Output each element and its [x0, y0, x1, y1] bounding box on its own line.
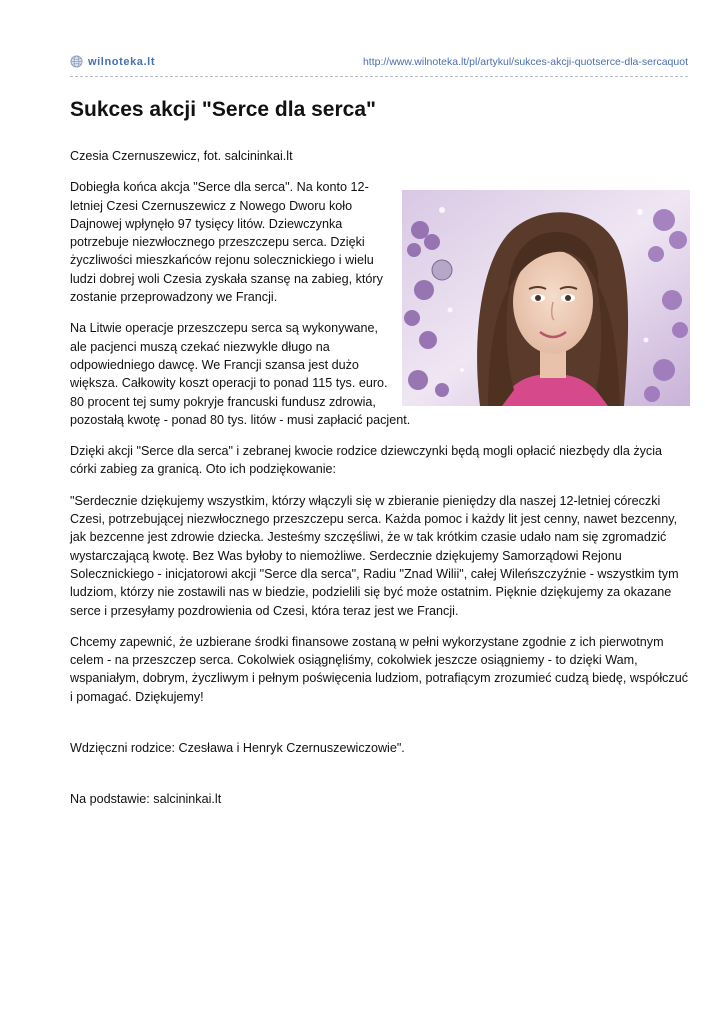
article-body — [70, 147, 690, 822]
site-name: wilnoteka.lt — [88, 55, 156, 68]
source-note: Na podstawie: salcininkai.lt — [70, 792, 222, 807]
globe-icon — [70, 55, 83, 68]
article-photo — [402, 190, 690, 406]
parents-signature: Wdzięczni rodzice: Czesława i Henryk Czernuszewiczowie". — [70, 741, 405, 756]
article-url-link[interactable]: http://www.wilnoteka.lt/pl/artykul/sukces-akcji-quotserce-dla-sercaquot — [362, 56, 688, 68]
page-header — [70, 55, 688, 73]
article-paragraph: Chcemy zapewnić, że uzbierane środki finansowe zostaną w pełni wykorzystane zgodnie z ich pierwotnym celem - na przeszczep serca. Cokolwiek osiągnęliśmy, cokolwiek jeszcze osiągniemy - to dzięki Wam, wspaniałym, dobrym, życzliwym i pełnym poświęcenia ludziom, potrafiącym zrozumieć cudzą biedę, współczuć i pomagać. Dziękujemy! — [70, 634, 689, 704]
article-paragraph: Dobiegła końca akcja "Serce dla serca". Na konto 12-letniej Czesi Czernuszewicz z Nowego Dworu koło Dajnowej wpłynęło 97 tysięcy litów. Dziewczynka potrzebuje niezwłocznego przeszczepu serca. Dzięki życzliwości mieszkańców rejonu solecznickiego i wielu ludzi dobrej woli Czesia zyskała szansę na zabieg, który zostanie przeprowadzony we Francji. — [70, 180, 383, 305]
article-title: Sukces akcji "Serce dla serca" — [70, 98, 376, 121]
article-paragraph: Dzięki akcji "Serce dla serca" i zebranej kwocie rodzice dziewczynki będą mogli opłacić niezbędy dla życia córki zabieg za granicą. Oto ich podziękowanie: — [70, 444, 663, 477]
site-brand[interactable] — [70, 55, 155, 68]
article-paragraph: Na Litwie operacje przeszczepu serca są wykonywane, ale pacjenci muszą czekać niezwykle długo na odpowiedniego dawcę. We Francji szansa jest dużo większa. Całkowity koszt operacji to ponad 115 tys. euro. 80 procent tej sumy pokryje francuski fundusz zdrowia, pozostałą kwotę - ponad 80 tys. litów - musi zapłacić pacjent. — [70, 321, 411, 427]
header-divider — [70, 76, 688, 77]
photo-caption: Czesia Czernuszewicz, fot. salcininkai.lt — [70, 149, 293, 163]
article-paragraph: "Serdecznie dziękujemy wszystkim, którzy włączyli się w zbieranie pieniędzy dla naszej 12-letniej córeczki Czesi, potrzebującej niezwłocznego przeszczepu serca. Każda pomoc i każdy lit jest cenny, nawet bezcenny, jak bezcenne jest zdrowie dziecka. Jesteśmy szczęśliwi, że w tak krótkim czasie udało nam się zgromadzić wystarczającą kwotę. Bez Was byłoby to niemożliwe. Serdecznie dziękujemy Samorządowi Rejonu Solecznickiego - inicjatorowi akcji "Serce dla serca", Radiu "Znad Wilii", całej Wileńszczyźnie - wszystkim tym ludziom, którzy nie zostawili nas w biedzie, podzielili się być może ostatnim. Pięknie dziękujemy za okazane serce i przesyłamy pozdrowienia od Czesi, która teraz jest we Francji. — [70, 493, 679, 618]
